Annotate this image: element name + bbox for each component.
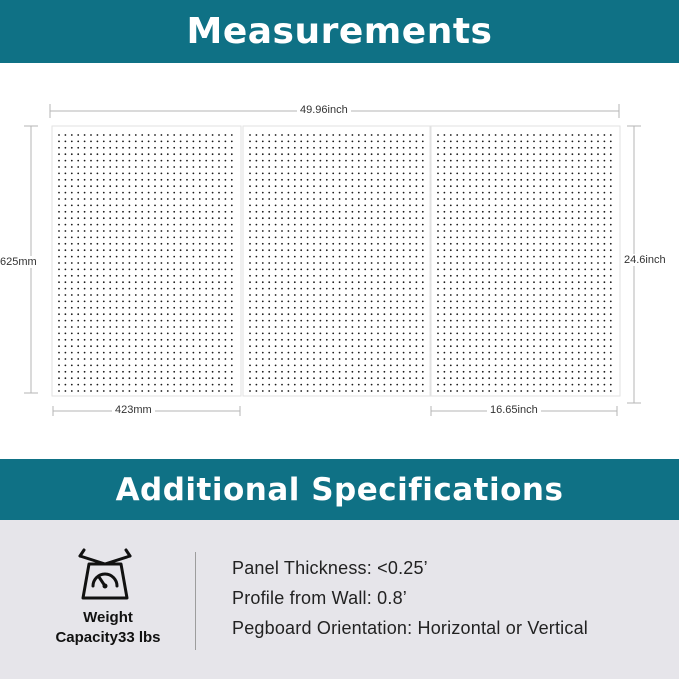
- spec-profile-from-wall: Profile from Wall: 0.8’: [232, 588, 407, 608]
- spec-list: [232, 556, 588, 646]
- pegboard-drawing: [0, 63, 679, 459]
- pegboard-panels: [52, 126, 620, 396]
- vertical-divider: [195, 552, 196, 650]
- pegboard-diagram: [0, 63, 679, 459]
- panel-width-mm-label: 423mm: [112, 404, 155, 416]
- specifications-title: Additional Specifications: [115, 471, 564, 508]
- spec-panel-thickness: Panel Thickness: <0.25’: [232, 558, 428, 578]
- specifications-banner: [0, 459, 679, 520]
- scale-icon: [76, 546, 134, 602]
- total-width-label: 49.96inch: [297, 104, 351, 116]
- measurements-banner: [0, 0, 679, 63]
- spec-pegboard-orientation: Pegboard Orientation: Horizontal or Vertical: [232, 618, 588, 638]
- measurements-title: Measurements: [186, 11, 493, 52]
- height-mm-label: 625mm: [0, 256, 40, 268]
- specifications-panel: [0, 520, 679, 679]
- weight-label: Weight: [83, 609, 133, 626]
- panel-width-inch-label: 16.65inch: [487, 404, 541, 416]
- height-inch-label: 24.6inch: [621, 254, 666, 266]
- middle-panel: [243, 126, 430, 396]
- weight-capacity-label: Capacity33 lbs: [55, 629, 161, 646]
